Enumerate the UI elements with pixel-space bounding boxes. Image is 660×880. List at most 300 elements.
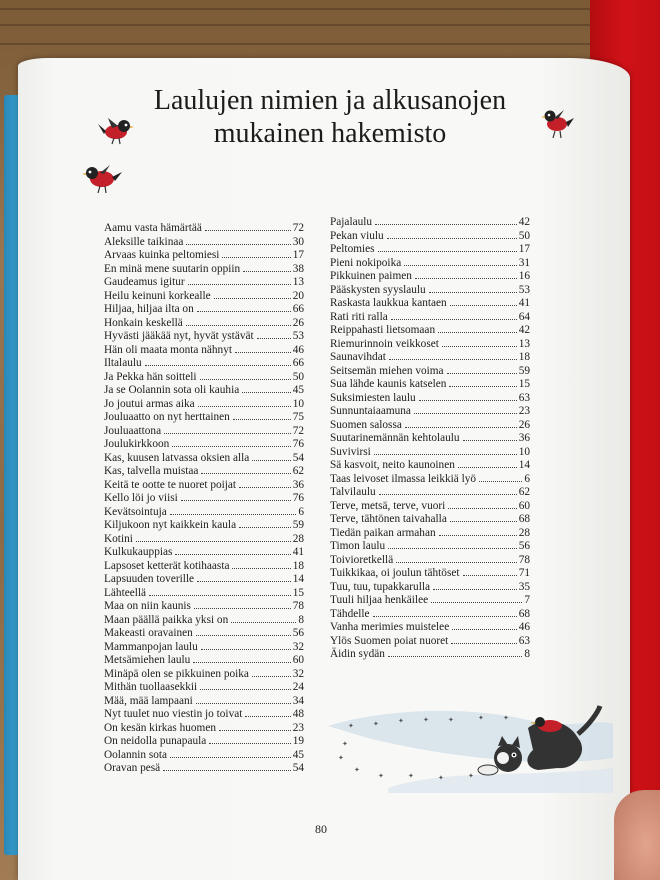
index-entry [104,506,304,520]
dot-leader [447,373,517,374]
index-entry-title: Peltomies [330,243,375,255]
index-entry-title: Rati riti ralla [330,310,388,323]
index-entry [330,392,530,406]
svg-text:✦: ✦ [468,772,474,780]
dot-leader [194,608,291,609]
index-entry-page: 76 [292,492,304,504]
index-entry-page: 28 [518,526,530,539]
index-entry [104,465,304,479]
index-entry-title: Tuikkikaa, oi joulun tähtöset [330,567,460,579]
dot-leader [196,703,291,704]
index-entry-page: 41 [518,297,530,309]
index-entry-title: Suutarinemännän kehtolaulu [330,432,460,444]
index-entry-page: 45 [292,384,304,396]
index-entry-title: Hiljaa, hiljaa ilta on [104,303,194,315]
index-entry [104,533,304,547]
index-entry-page: 59 [292,519,304,531]
index-entry-page: 17 [292,249,304,261]
index-entry-page: 56 [292,627,304,639]
index-entry-title: Sä kasvoit, neito kaunoinen [330,459,455,471]
index-entry-title: Minäpä olen se pikkuinen poika [104,667,249,680]
dot-leader [419,400,517,401]
dot-leader [448,508,516,509]
dot-leader [197,581,291,582]
index-entry [104,560,304,574]
index-entry-title: Arvaas kuinka peltomiesi [104,249,220,261]
index-entry-page: 68 [518,607,530,620]
dot-leader [374,454,517,455]
dot-leader [378,251,517,252]
index-entry [330,486,530,500]
cat-and-bird-illustration [328,698,613,793]
index-entry-page: 38 [292,262,304,275]
dot-leader [451,643,516,644]
index-entry-title: Mithän tuollaasekkii [104,681,198,693]
index-entry-title: Pekan viulu [330,229,384,242]
dot-leader [170,757,291,758]
index-entry [104,492,304,506]
index-entry [104,371,304,385]
svg-text:✦: ✦ [423,716,429,724]
dot-leader [200,689,291,690]
index-entry-page: 10 [518,445,530,458]
index-entry [330,459,530,473]
index-entry [104,276,304,290]
index-entry-title: Ylös Suomen poiat nuoret [330,634,449,647]
svg-text:✦: ✦ [478,714,484,722]
index-entry-title: Terve, tähtönen taivahalla [330,513,447,525]
index-entry [104,546,304,560]
index-entry-page: 7 [524,594,530,606]
index-entry-page: 60 [518,499,530,512]
dot-leader [214,298,291,299]
index-entry [104,681,304,695]
dot-leader [222,257,290,258]
index-entry-page: 31 [518,256,530,269]
dot-leader [479,481,522,482]
index-entry-page: 63 [518,634,530,647]
index-entry-page: 54 [292,451,304,464]
dot-leader [415,278,517,279]
svg-text:✦: ✦ [503,714,509,722]
dot-leader [449,386,516,387]
index-entry-page: 34 [292,694,304,707]
dot-leader [181,500,291,501]
index-entry-title: Saunavihdat [330,351,386,363]
dot-leader [252,460,290,461]
index-entry [330,270,530,284]
dot-leader [433,589,517,590]
index-entry-title: Maan päällä paikka yksi on [104,613,229,626]
index-entry [330,635,530,649]
index-entry [104,641,304,655]
index-entry-page: 26 [292,316,304,329]
index-entry [104,587,304,601]
index-entry [104,411,304,425]
svg-text:✦: ✦ [348,722,354,730]
index-entry-page: 54 [292,762,304,774]
index-entry-title: En minä mene suutarin oppiin [104,262,241,275]
index-entry-title: Kiljukoon nyt kaikkein kaula [104,519,237,531]
index-entry-title: Tuuli hiljaa henkäilee [330,594,429,606]
index-entry [330,297,530,311]
index-entry-page: 36 [292,478,304,491]
index-entry-title: Mää, mää lampaani [104,694,193,707]
index-entry-page: 23 [518,405,530,417]
index-entry-title: Kas, kuusen latvassa oksien alla [104,451,250,464]
index-entry-title: Ja Pekka hän soitteli [104,370,197,383]
index-entry-page: 19 [292,735,304,747]
dot-leader [170,514,297,515]
index-entry [330,608,530,622]
index-entry-title: Aamu vasta hämärtää [104,222,202,234]
index-entry-page: 62 [292,465,304,477]
index-entry-page: 56 [518,540,530,552]
index-entry-title: Oravan pesä [104,762,161,774]
index-entry-title: Tiedän paikan armahan [330,526,436,539]
index-entry-title: Suvivirsi [330,445,371,458]
index-entry-page: 32 [292,667,304,680]
index-entry-title: Kevätsointuja [104,505,167,518]
index-entry-title: Ja se Oolannin sota oli kauhia [104,384,240,396]
index-entry [104,344,304,358]
index-entry [104,263,304,277]
index-entry-page: 20 [292,289,304,302]
index-entry [104,222,304,236]
index-entry-title: Keitä te ootte te nuoret poijat [104,478,237,491]
dot-leader [201,473,290,474]
index-entry [330,351,530,365]
index-entry-page: 66 [292,303,304,315]
index-entry-page: 66 [292,357,304,369]
index-entry [104,722,304,736]
index-entry-page: 45 [292,748,304,761]
index-entry-page: 72 [292,424,304,437]
index-entry-page: 42 [518,324,530,336]
index-entry [104,654,304,668]
index-entry [104,479,304,493]
index-entry-page: 8 [524,648,530,660]
index-entry-page: 32 [292,640,304,653]
dot-leader [149,595,291,596]
dot-leader [379,494,517,495]
index-entry-title: Tähdelle [330,607,370,620]
index-entry-page: 75 [292,411,304,423]
index-entry-page: 26 [518,418,530,431]
index-entry-title: Raskasta laukkua kantaen [330,297,447,309]
index-entry-page: 60 [292,654,304,666]
index-entry-title: Oolannin sota [104,748,168,761]
index-entry [330,230,530,244]
index-entry-title: Kotini [104,532,133,545]
index-entry-title: Jo joutui armas aika [104,397,195,410]
index-entry [330,621,530,635]
index-entry [104,452,304,466]
index-entry-title: Pääskysten syyslaulu [330,283,426,296]
index-entry-title: Toivioretkellä [330,553,394,566]
index-entry [104,749,304,763]
index-entry-page: 10 [292,397,304,410]
dot-leader [452,629,516,630]
dot-leader [188,284,291,285]
dot-leader [145,365,291,366]
index-entry-title: Maa on niin kaunis [104,600,191,612]
dot-leader [193,662,290,663]
svg-text:✦: ✦ [448,716,454,724]
index-entry-title: Terve, metsä, terve, vuori [330,499,446,512]
index-entry-title: Riemurinnoin veikkoset [330,337,439,350]
dot-leader [242,392,290,393]
index-entry-page: 42 [518,216,530,228]
index-entry [104,627,304,641]
index-entry-title: Honkain keskellä [104,316,183,329]
index-entry [104,519,304,533]
index-entry-page: 46 [518,621,530,633]
index-entry [104,398,304,412]
index-entry-page: 59 [518,364,530,377]
dot-leader [450,305,517,306]
index-entry-title: Suomen salossa [330,418,402,431]
dot-leader [387,238,517,239]
index-entry-page: 6 [524,472,530,485]
index-entry [104,236,304,250]
dot-leader [136,541,291,542]
index-entry-page: 24 [292,681,304,693]
index-entry-page: 53 [518,283,530,296]
dot-leader [463,575,517,576]
page-title-line: mukainen hakemisto [213,118,447,149]
index-entry-page: 15 [292,586,304,599]
index-entry-page: 72 [292,222,304,234]
index-entry [104,249,304,263]
index-entry [104,438,304,452]
index-entry-page: 71 [518,567,530,579]
index-entry-page: 15 [518,378,530,390]
dot-leader [232,568,290,569]
index-entry [104,573,304,587]
dot-leader [175,554,290,555]
index-entry [104,425,304,439]
index-entry [104,600,304,614]
dot-leader [450,521,517,522]
index-entry-page: 62 [518,486,530,498]
index-entry-page: 64 [518,310,530,323]
index-entry [104,695,304,709]
index-entry-title: Hyvästi jääkää nyt, hyvät ystävät [104,330,254,342]
index-entry [104,330,304,344]
index-entry [104,735,304,749]
index-entry-title: Timon laulu [330,540,386,552]
index-entry [104,668,304,682]
index-entry-title: Tuu, tuu, tupakkarulla [330,580,430,593]
index-entry-page: 50 [292,370,304,383]
dot-leader [205,230,291,231]
index-entry [330,284,530,298]
index-entry [330,432,530,446]
index-entry [330,243,530,257]
index-entry-page: 78 [518,553,530,566]
dot-leader [252,676,291,677]
dot-leader [209,743,290,744]
index-entry-page: 30 [292,235,304,248]
svg-text:✦: ✦ [398,717,404,725]
index-entry [330,648,530,662]
index-entry-title: Makeasti oravainen [104,627,193,639]
dot-leader [414,413,517,414]
index-entry-page: 18 [292,559,304,572]
index-entry-title: Äidin sydän [330,648,385,660]
index-entry-page: 50 [518,229,530,242]
dot-leader [431,602,522,603]
index-entry-title: Lähteellä [104,586,147,599]
dot-leader [186,325,291,326]
dot-leader [186,244,290,245]
dot-leader [196,635,291,636]
dot-leader [231,622,296,623]
index-entry-title: Sua lähde kaunis katselen [330,378,447,390]
index-entry [330,594,530,608]
index-entry-title: Suksimiesten laulu [330,391,416,404]
index-entry-title: Iltalaulu [104,357,142,369]
svg-text:✦: ✦ [438,774,444,782]
index-entry-title: Aleksille taikinaa [104,235,184,248]
index-entry [104,762,304,776]
index-entry-title: Jouluaatto on nyt herttainen [104,411,230,423]
index-entry-page: 35 [518,580,530,593]
index-entry-page: 63 [518,391,530,404]
dot-leader [243,271,291,272]
index-entry-page: 18 [518,351,530,363]
index-entry-page: 28 [292,532,304,545]
page-title [112,84,548,150]
index-entry-page: 6 [298,505,304,518]
index-entry-page: 46 [292,343,304,356]
index-entry [104,317,304,331]
index-entry-page: 78 [292,600,304,612]
svg-text:✦: ✦ [338,754,344,762]
index-entry-title: Pieni nokipoika [330,256,402,269]
index-entry [330,446,530,460]
index-entry-page: 48 [292,708,304,720]
dot-leader [239,527,291,528]
index-entry-title: Jouluaattona [104,424,162,437]
index-entry-title: Metsämiehen laulu [104,654,191,666]
dot-leader [163,770,291,771]
dot-leader [233,419,291,420]
dot-leader [239,487,291,488]
dot-leader [388,656,522,657]
dot-leader [405,427,517,428]
dot-leader [404,265,516,266]
svg-text:✦: ✦ [408,772,414,780]
index-entry [104,614,304,628]
index-entry [330,324,530,338]
dot-leader [219,730,291,731]
index-entry [330,473,530,487]
index-entry [104,384,304,398]
index-entry [104,303,304,317]
index-entry [330,500,530,514]
dot-leader [388,548,517,549]
index-entry-page: 16 [518,270,530,282]
dot-leader [235,352,291,353]
index-entry-title: Gaudeamus igitur [104,276,185,288]
index-entry-title: Kulkukauppias [104,546,173,558]
page-number: 80 [315,822,327,836]
svg-text:✦: ✦ [378,772,384,780]
index-entry-title: Talvilaulu [330,486,376,498]
index-entry-title: Hän oli maata monta nähnyt [104,343,232,356]
index-entry-title: Vanha merimies muistelee [330,621,450,633]
index-entry-page: 14 [292,573,304,585]
svg-text:✦: ✦ [342,740,348,748]
dot-leader [375,224,517,225]
dot-leader [396,562,517,563]
dot-leader [442,346,517,347]
index-entry-title: Kas, talvella muistaa [104,465,199,477]
dot-leader [429,292,517,293]
index-entry-title: Mammanpojan laulu [104,640,198,653]
dot-leader [458,467,517,468]
index-entry [330,419,530,433]
index-entry-page: 76 [292,438,304,450]
index-entry [330,405,530,419]
dot-leader [439,535,517,536]
index-entry [330,581,530,595]
index-entry-title: On kesän kirkas huomen [104,721,217,734]
dot-leader [391,319,517,320]
index-entry-page: 68 [518,513,530,525]
index-entry [330,527,530,541]
dot-leader [389,359,517,360]
index-entry-page: 8 [298,613,304,626]
index-entry-page: 17 [518,243,530,255]
index-column-left [104,222,304,776]
dot-leader [257,338,291,339]
dot-leader [438,332,517,333]
index-entry-page: 36 [518,432,530,444]
svg-text:✦: ✦ [354,766,360,774]
index-entry-title: Seitsemän miehen voima [330,364,444,377]
index-entry-page: 14 [518,459,530,471]
index-entry-title: Lapsuuden toverille [104,573,195,585]
index-entry-title: Reippahasti lietsomaan [330,324,436,336]
index-entry [330,567,530,581]
index-entry-page: 23 [292,721,304,734]
page-title-line: Laulujen nimien ja alkusanojen [153,85,507,116]
bird-icon [82,162,122,194]
svg-text:✦: ✦ [373,720,379,728]
index-entry-page: 13 [518,337,530,350]
index-entry-title: Kello löi jo viisi [104,492,178,504]
index-entry [330,513,530,527]
index-entry-title: Sunnuntaiaamuna [330,405,411,417]
index-entry [330,216,530,230]
index-entry-title: Pajalaulu [330,216,373,228]
dot-leader [164,433,291,434]
index-entry [104,357,304,371]
index-entry [330,257,530,271]
index-entry-title: Taas leivoset ilmassa leikkiä lyö [330,472,477,485]
index-entry-title: Lapsoset ketterät kotihaasta [104,559,230,572]
index-entry [104,290,304,304]
dot-leader [463,440,517,441]
index-entry-title: Joulukirkkoon [104,438,170,450]
dot-leader [373,616,517,617]
dot-leader [201,649,291,650]
dot-leader [197,311,291,312]
dot-leader [245,716,290,717]
